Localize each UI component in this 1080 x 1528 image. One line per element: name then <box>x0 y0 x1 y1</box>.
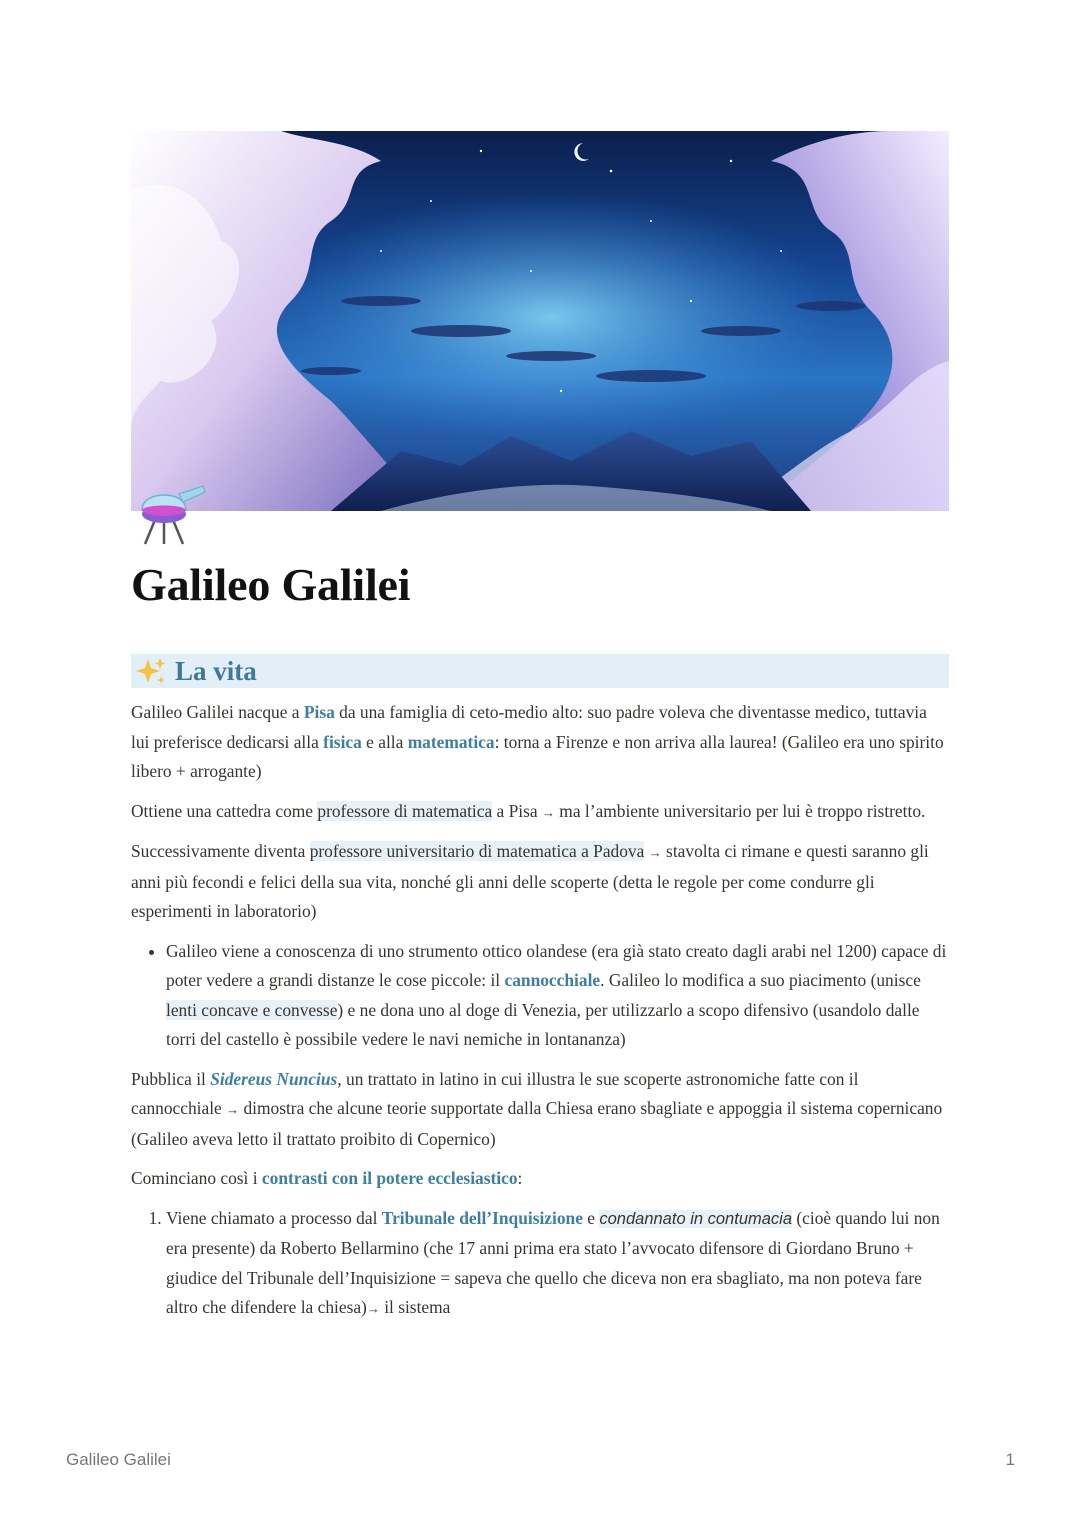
list-item <box>166 1204 949 1324</box>
paragraph-padova <box>131 837 949 927</box>
numbered-list <box>131 1204 949 1324</box>
paragraph-contrasti <box>131 1164 949 1194</box>
text: e <box>582 1207 600 1228</box>
text: Viene chiamato a processo dal <box>166 1207 382 1228</box>
text: (cioè quando lui non era presente) da Roberto Bellarmino (che 17 anni prima era stato l’avvocato difensore di Giordano Bruno + giudice del Tribunale dell’Inquisizione = sapeva che quello che diceva non era sbagliato, ma non poteva fare altro che difendere la chiesa) <box>166 1207 940 1317</box>
highlight: professore universitario di matematica a Padova <box>309 841 645 861</box>
arrow-icon: → <box>648 845 662 860</box>
text: a Pisa <box>492 800 542 821</box>
paragraph-birth <box>131 698 949 787</box>
text: Pubblica il <box>131 1068 211 1089</box>
keyword-sidereus-nuncius: Sidereus Nuncius <box>210 1068 338 1089</box>
text: Cominciano così i <box>131 1168 262 1188</box>
sparkles-icon <box>133 656 167 686</box>
keyword-contrasti: contrasti con il potere ecclesiastico <box>261 1168 518 1188</box>
section-heading <box>131 654 949 688</box>
keyword-tribunale: Tribunale dell’Inquisizione <box>381 1207 583 1228</box>
text: ma l’ambiente universitario per lui è troppo ristretto. <box>554 800 926 821</box>
keyword-cannocchiale: cannocchiale <box>504 970 601 990</box>
text: Galileo viene a conoscenza di uno strumento ottico olandese (era già stato creato dagli arabi nel 1200) capace di poter vedere a grandi distanze le cose piccole: il <box>166 940 947 990</box>
text: , un trattato in latino in cui illustra le sue scoperte astronomiche fatte con il cannocchiale <box>131 1068 859 1118</box>
page-number: 1 <box>1005 1450 1015 1469</box>
text: Successivamente diventa <box>131 841 310 861</box>
text: dimostra che alcune teorie supportate dalla Chiesa erano sbagliate e appoggia il sistema copernicano (Galileo aveva letto il trattato proibito di Copernico) <box>131 1098 943 1149</box>
text: Galileo Galilei nacque a <box>131 702 304 722</box>
text: il sistema <box>379 1297 451 1317</box>
text: stavolta ci rimane e questi saranno gli anni più fecondi e felici della sua vita, nonché gli anni delle scoperte (detta le regole per come condurre gli esperimenti in laboratorio) <box>131 841 929 921</box>
keyword-fisica: fisica <box>323 731 362 752</box>
text: . Galileo lo modifica a suo piacimento (unisce <box>600 970 921 990</box>
highlight: professore di matematica <box>317 800 493 821</box>
paragraph-pisa <box>131 797 949 828</box>
page-content <box>131 698 949 1334</box>
page-title: Galileo Galilei <box>131 559 411 610</box>
text: Ottiene una cattedra come <box>131 800 318 821</box>
flask-icon <box>133 476 209 546</box>
night-sky-clouds-image <box>131 131 949 511</box>
text: ) e ne dona uno al doge di Venezia, per utilizzarlo a scopo difensivo (usandolo dalle torri del castello è possibile vedere le navi nemiche in lontananza) <box>166 999 920 1049</box>
highlight: lenti concave e convesse <box>166 999 338 1020</box>
section-heading-text: La vita <box>175 655 257 686</box>
text: da una famiglia di ceto-medio alto: suo padre voleva che diventasse medico, tuttavia lui preferisce dedicarsi alla <box>131 702 927 752</box>
bullet-list <box>131 937 949 1055</box>
cover-image <box>131 131 949 511</box>
arrow-icon: → <box>541 804 555 820</box>
keyword-matematica: matematica <box>407 731 495 752</box>
keyword-pisa: Pisa <box>303 702 335 722</box>
text: e alla <box>361 731 408 752</box>
arrow-icon: → <box>226 1102 240 1117</box>
paragraph-sidereus <box>131 1065 949 1155</box>
list-item <box>166 937 949 1055</box>
highlight: condannato in contumacia <box>599 1209 793 1228</box>
text: : torna a Firenze e non arriva alla laurea! (Galileo era uno spirito libero + arrogante) <box>131 731 944 781</box>
text: : <box>517 1168 523 1188</box>
footer-title: Galileo Galilei <box>66 1450 171 1469</box>
arrow-icon: → <box>366 1301 380 1316</box>
